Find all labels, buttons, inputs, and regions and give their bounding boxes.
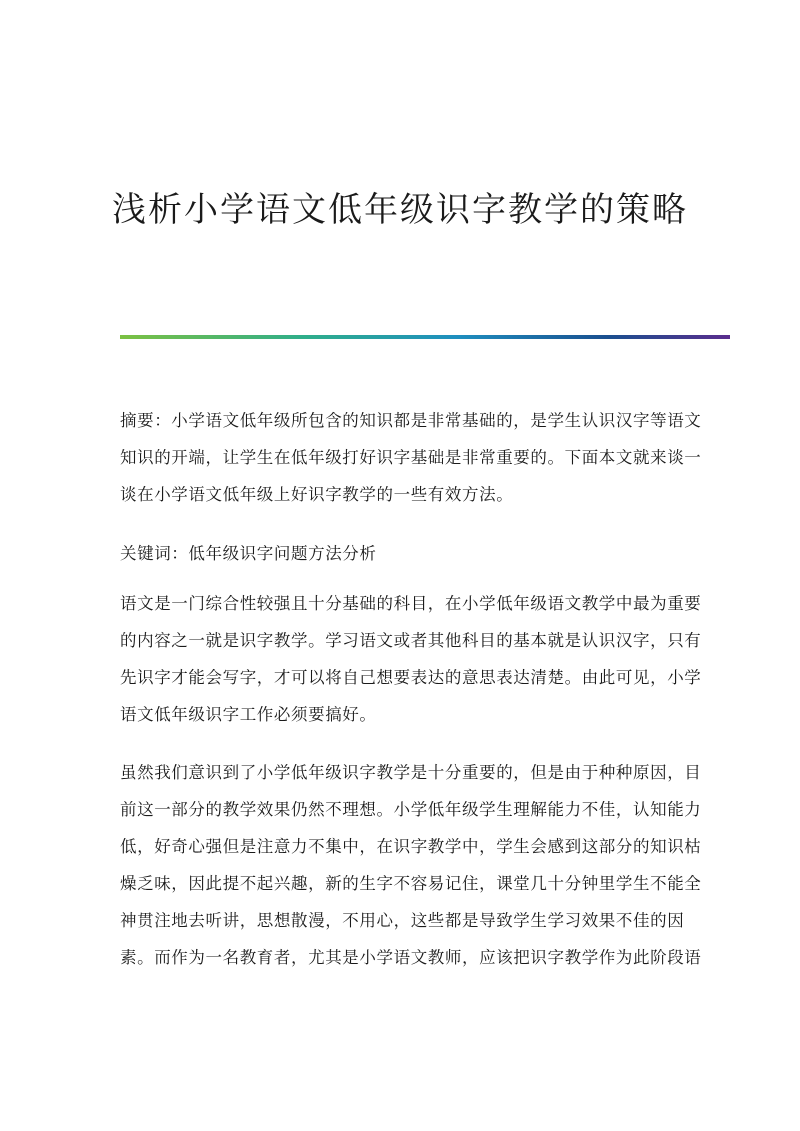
document-title: 浅析小学语文低年级识字教学的策略 [112, 190, 688, 230]
abstract-line: 知识的开端，让学生在低年级打好识字基础是非常重要的。下面本文就来谈一 [120, 448, 702, 467]
body-line: 前这一部分的教学效果仍然不理想。小学低年级学生理解能力不佳，认知能力 [120, 800, 702, 819]
abstract-line: 摘要：小学语文低年级所包含的知识都是非常基础的，是学生认识汉字等语文 [120, 411, 702, 430]
body-paragraph-2 [120, 754, 702, 976]
body-line: 燥乏味，因此提不起兴趣，新的生字不容易记住，课堂几十分钟里学生不能全 [120, 874, 702, 893]
body-line: 神贯注地去听讲，思想散漫，不用心，这些都是导致学生学习效果不佳的因 [120, 911, 685, 930]
keywords-paragraph [120, 535, 680, 572]
body-line: 先识字才能会写字，才可以将自己想要表达的意思表达清楚。由此可见，小学 [120, 668, 702, 687]
body-line: 语文低年级识字工作必须要搞好。 [120, 705, 377, 724]
keywords-line: 关键词：低年级识字问题方法分析 [120, 544, 377, 563]
body-line: 虽然我们意识到了小学低年级识字教学是十分重要的，但是由于种种原因，目 [120, 763, 702, 782]
body-line: 低，好奇心强但是注意力不集中，在识字教学中，学生会感到这部分的知识枯 [120, 837, 702, 856]
body-paragraph-1 [120, 585, 702, 733]
body-line: 的内容之一就是识字教学。学习语文或者其他科目的基本就是认识汉字，只有 [120, 631, 702, 650]
abstract-line: 谈在小学语文低年级上好识字教学的一些有效方法。 [120, 485, 514, 504]
title-divider [120, 335, 730, 339]
body-line: 语文是一门综合性较强且十分基础的科目，在小学低年级语文教学中最为重要 [120, 594, 702, 613]
body-line: 素。而作为一名教育者，尤其是小学语文教师，应该把识字教学作为此阶段语 [120, 948, 702, 967]
abstract-paragraph [120, 402, 702, 513]
